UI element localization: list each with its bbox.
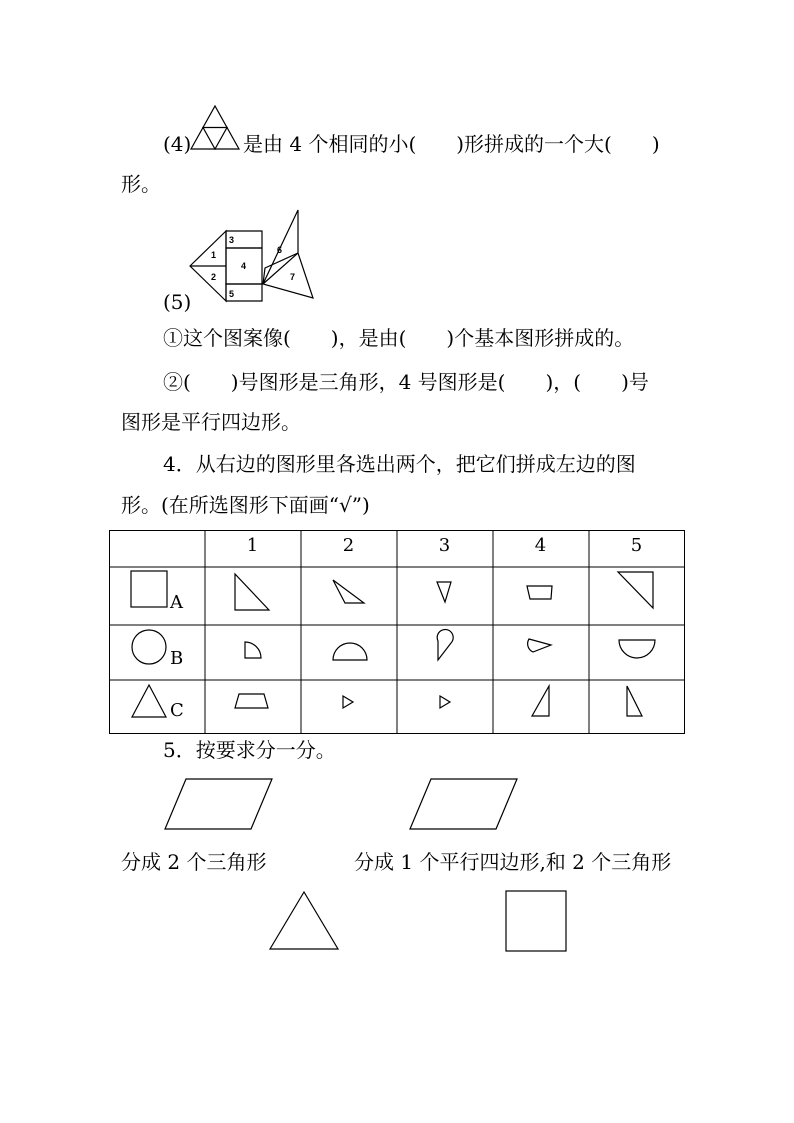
- row-a-square-shape: [130, 570, 170, 610]
- row-b-piece-2: [331, 640, 371, 664]
- q4-text: 是由 4 个相同的小( )形拼成的一个大( ): [243, 132, 660, 156]
- row-b-piece-4: [527, 635, 557, 657]
- q5-piece-6: 6: [277, 245, 283, 255]
- row-a-piece-2: [331, 578, 371, 608]
- row-c-piece-2: [341, 694, 357, 712]
- row-a-label: A: [170, 592, 183, 613]
- row-b-label: B: [170, 648, 184, 669]
- row-c-piece-5: [624, 684, 648, 720]
- row-b-piece-1: [243, 640, 267, 662]
- row-a-piece-4: [525, 584, 557, 604]
- q4-label: (4): [163, 132, 192, 156]
- q5-piece-3: 3: [229, 235, 235, 245]
- table-col-header-5: 5: [630, 535, 643, 556]
- q5-line1: ①这个图案像( )，是由( )个基本图形拼成的。: [163, 326, 635, 350]
- q5-piece-4: 4: [241, 261, 247, 271]
- row-b-circle-shape: [130, 628, 170, 668]
- q5-piece-5: 5: [229, 289, 235, 299]
- row-b-piece-5: [617, 638, 659, 662]
- table-col-header-1: 1: [246, 535, 259, 556]
- row-c-piece-3: [438, 694, 454, 712]
- shapes-table: [109, 530, 685, 735]
- q5-pattern-figure: [188, 208, 328, 308]
- parallelogram-left: [163, 777, 275, 833]
- section5-caption-right: 分成 1 个平行四边形,和 2 个三角形: [354, 850, 672, 874]
- q5-piece-1: 1: [211, 250, 217, 260]
- q5-label: (5): [163, 290, 192, 314]
- row-a-piece-3: [435, 580, 455, 606]
- q4-text-cont: 形。: [121, 172, 161, 196]
- row-c-triangle-shape: [130, 683, 172, 721]
- row-c-label: C: [170, 700, 184, 721]
- q5-piece-2: 2: [211, 272, 217, 282]
- row-a-piece-1: [233, 572, 273, 614]
- table-col-header-3: 3: [438, 535, 451, 556]
- row-b-piece-3: [434, 630, 456, 664]
- table-col-header-4: 4: [534, 535, 547, 556]
- q5-piece-7: 7: [290, 272, 296, 282]
- q5-line2: ②( )号图形是三角形，4 号图形是( )，( )号: [163, 370, 649, 394]
- section5-title: 5．按要求分一分。: [163, 738, 336, 762]
- section4-line2: 形。(在所选图形下面画“√”): [121, 493, 370, 517]
- row-a-piece-5: [616, 570, 656, 612]
- parallelogram-right: [408, 777, 520, 833]
- section5-caption-left: 分成 2 个三角形: [121, 850, 267, 874]
- square-to-divide: [505, 890, 569, 954]
- triangle-to-divide: [268, 890, 342, 952]
- big-triangle-figure: [188, 104, 248, 154]
- table-col-header-2: 2: [342, 535, 355, 556]
- q5-line3: 图形是平行四边形。: [121, 410, 301, 434]
- row-c-piece-4: [530, 684, 554, 720]
- section4-line1: 4．从右边的图形里各选出两个，把它们拼成左边的图: [163, 452, 636, 476]
- row-c-piece-1: [233, 692, 273, 712]
